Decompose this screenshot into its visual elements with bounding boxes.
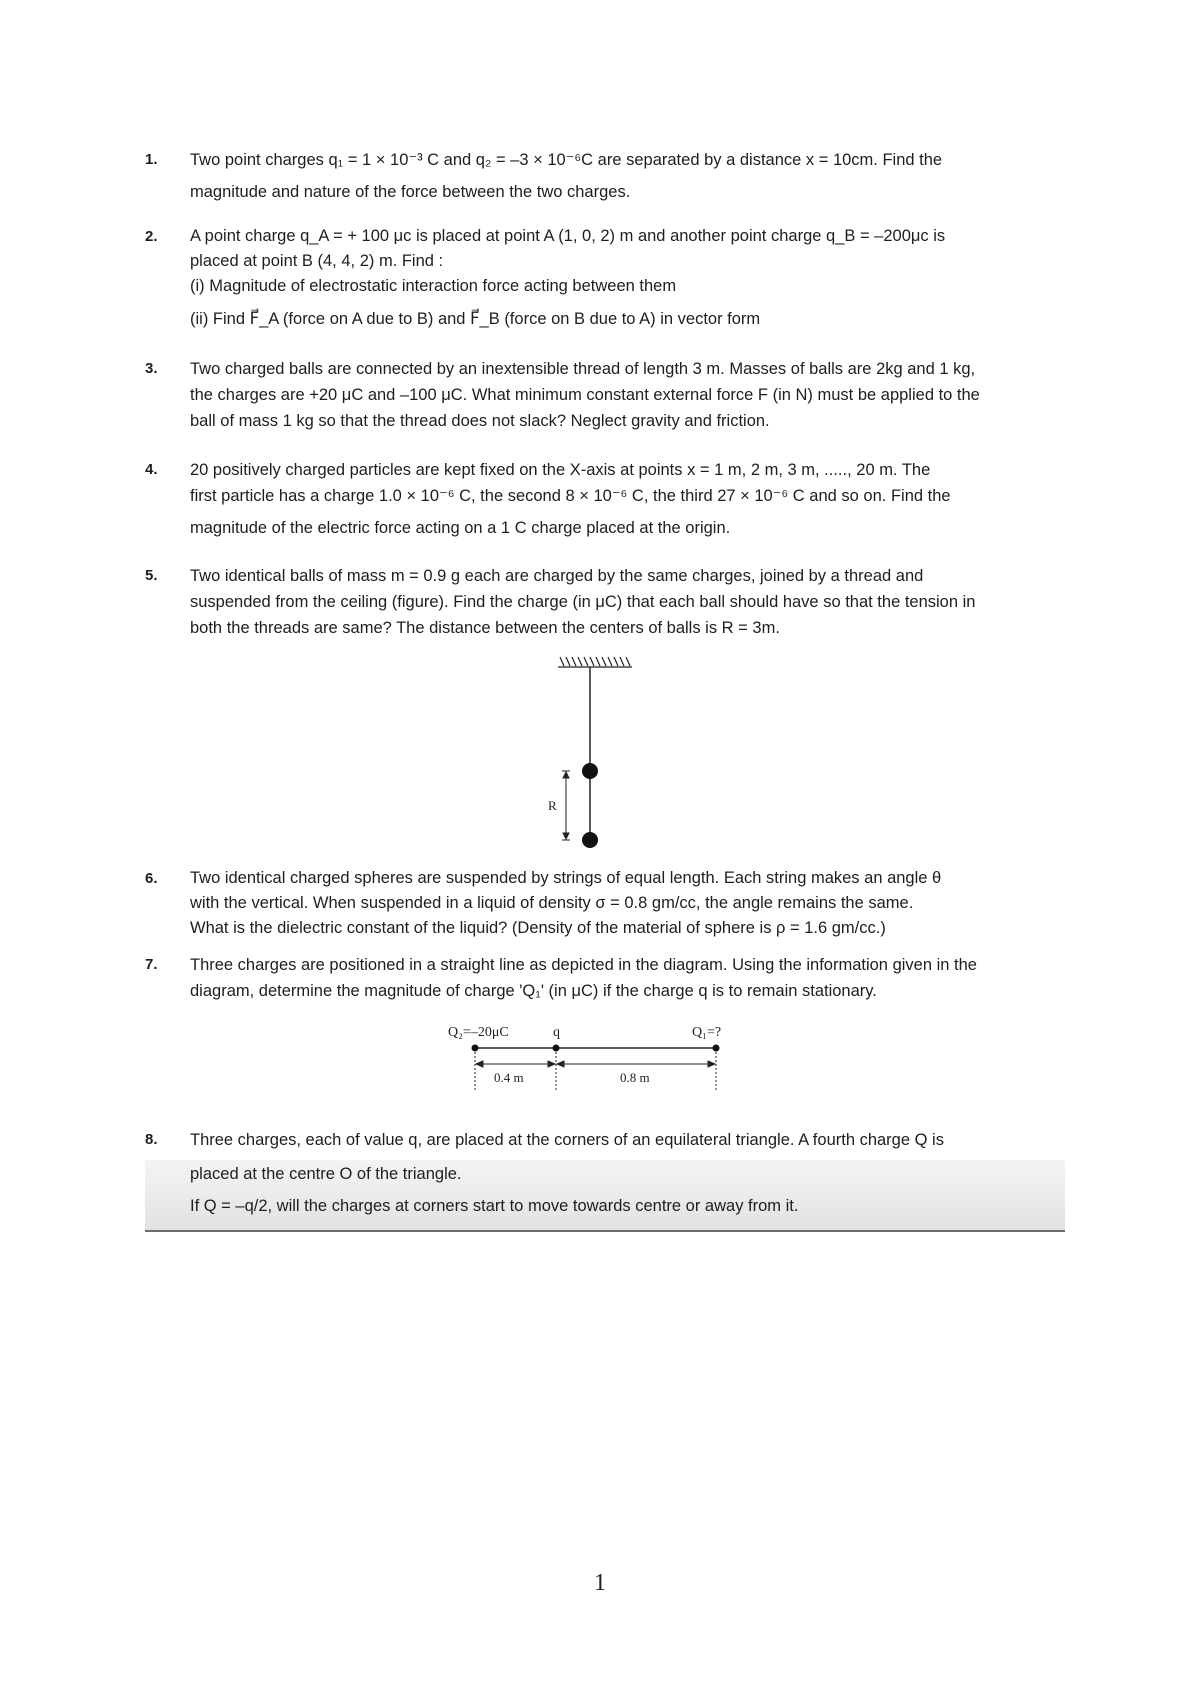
text-line: Two point charges q₁ = 1 × 10⁻³ C and q₂ = –3 × 10⁻⁶C are separated by a distance x = 10cm. Find the xyxy=(190,151,943,169)
text-line: both the threads are same? The distance between the centers of balls is R = 3m. xyxy=(190,619,780,637)
text-line: magnitude and nature of the force between the two charges. xyxy=(190,183,631,201)
text-line: Two identical balls of mass m = 0.9 g each are charged by the same charges, joined by a thread and xyxy=(190,567,924,585)
text-line: Three charges, each of value q, are placed at the corners of an equilateral triangle. A fourth charge Q is xyxy=(190,1131,944,1149)
hanging-balls-figure xyxy=(540,655,660,855)
question-number: 7. xyxy=(145,956,158,973)
question-text xyxy=(190,866,1065,941)
question-number: 6. xyxy=(145,870,158,887)
text-line: placed at the centre O of the triangle. xyxy=(190,1165,462,1183)
text-line: suspended from the ceiling (figure). Find the charge (in μC) that each ball should have so that the tension in xyxy=(190,593,976,611)
question-number: 1. xyxy=(145,151,158,168)
question-number: 4. xyxy=(145,461,158,478)
question-number: 3. xyxy=(145,360,158,377)
text-line: (ii) Find F⃗_A (force on A due to B) and F⃗_B (force on B due to A) in vector form xyxy=(190,310,761,328)
question-text xyxy=(190,147,1065,205)
text-line: first particle has a charge 1.0 × 10⁻⁶ C, the second 8 × 10⁻⁶ C, the third 27 × 10⁻⁶ C and so on. Find the xyxy=(190,487,951,505)
text-line: the charges are +20 μC and –100 μC. What minimum constant external force F (in N) must be applied to the xyxy=(190,386,980,404)
charge-q2-label: Q₂=–20μC xyxy=(448,1025,509,1040)
lower-ball xyxy=(582,832,598,848)
ceiling xyxy=(558,657,632,667)
distance-marker xyxy=(562,771,570,840)
charge-q xyxy=(553,1045,560,1052)
text-line: (i) Magnitude of electrostatic interaction force acting between them xyxy=(190,277,677,295)
question-text xyxy=(190,563,1065,641)
question-number: 8. xyxy=(145,1131,158,1148)
question-text xyxy=(190,457,1065,541)
text-line: magnitude of the electric force acting on a 1 C charge placed at the origin. xyxy=(190,519,731,537)
text-line: diagram, determine the magnitude of charge 'Q₁' (in μC) if the charge q is to remain stationary. xyxy=(190,982,877,1000)
charge-q1-label: Q₁=? xyxy=(692,1025,722,1040)
question-number: 5. xyxy=(145,567,158,584)
charge-q-label: q xyxy=(553,1025,560,1040)
text-line: Two charged balls are connected by an inextensible thread of length 3 m. Masses of balls are 2kg and 1 kg, xyxy=(190,360,976,378)
question-text xyxy=(190,1127,1065,1219)
upper-ball xyxy=(582,763,598,779)
text-line: If Q = –q/2, will the charges at corners start to move towards centre or away from it. xyxy=(190,1197,799,1215)
text-line: with the vertical. When suspended in a liquid of density σ = 0.8 gm/cc, the angle remains the same. xyxy=(190,894,914,912)
page-number: 1 xyxy=(594,1570,606,1596)
charges-line-figure xyxy=(440,1020,740,1092)
text-line: 20 positively charged particles are kept fixed on the X-axis at points x = 1 m, 2 m, 3 m, ....., 20 m. The xyxy=(190,461,931,479)
text-line: placed at point B (4, 4, 2) m. Find : xyxy=(190,252,444,270)
text-line: A point charge q_A = + 100 μc is placed at point A (1, 0, 2) m and another point charge q_B = –200μc is xyxy=(190,227,946,245)
charge-q1 xyxy=(713,1045,720,1052)
question-text xyxy=(190,952,1065,1004)
distance-label: R xyxy=(548,798,557,813)
text-line: What is the dielectric constant of the liquid? (Density of the material of sphere is ρ = 1.6 gm/cc.) xyxy=(190,919,886,937)
text-line: Three charges are positioned in a straight line as depicted in the diagram. Using the information given in the xyxy=(190,956,977,974)
gap-left-label: 0.4 m xyxy=(494,1070,524,1085)
charge-q2 xyxy=(472,1045,479,1052)
gap-right-label: 0.8 m xyxy=(620,1070,650,1085)
question-text xyxy=(190,356,1065,434)
text-line: ball of mass 1 kg so that the thread does not slack? Neglect gravity and friction. xyxy=(190,412,770,430)
question-text xyxy=(190,224,1065,332)
text-line: Two identical charged spheres are suspended by strings of equal length. Each string makes an angle θ xyxy=(190,869,942,887)
question-number: 2. xyxy=(145,228,158,245)
